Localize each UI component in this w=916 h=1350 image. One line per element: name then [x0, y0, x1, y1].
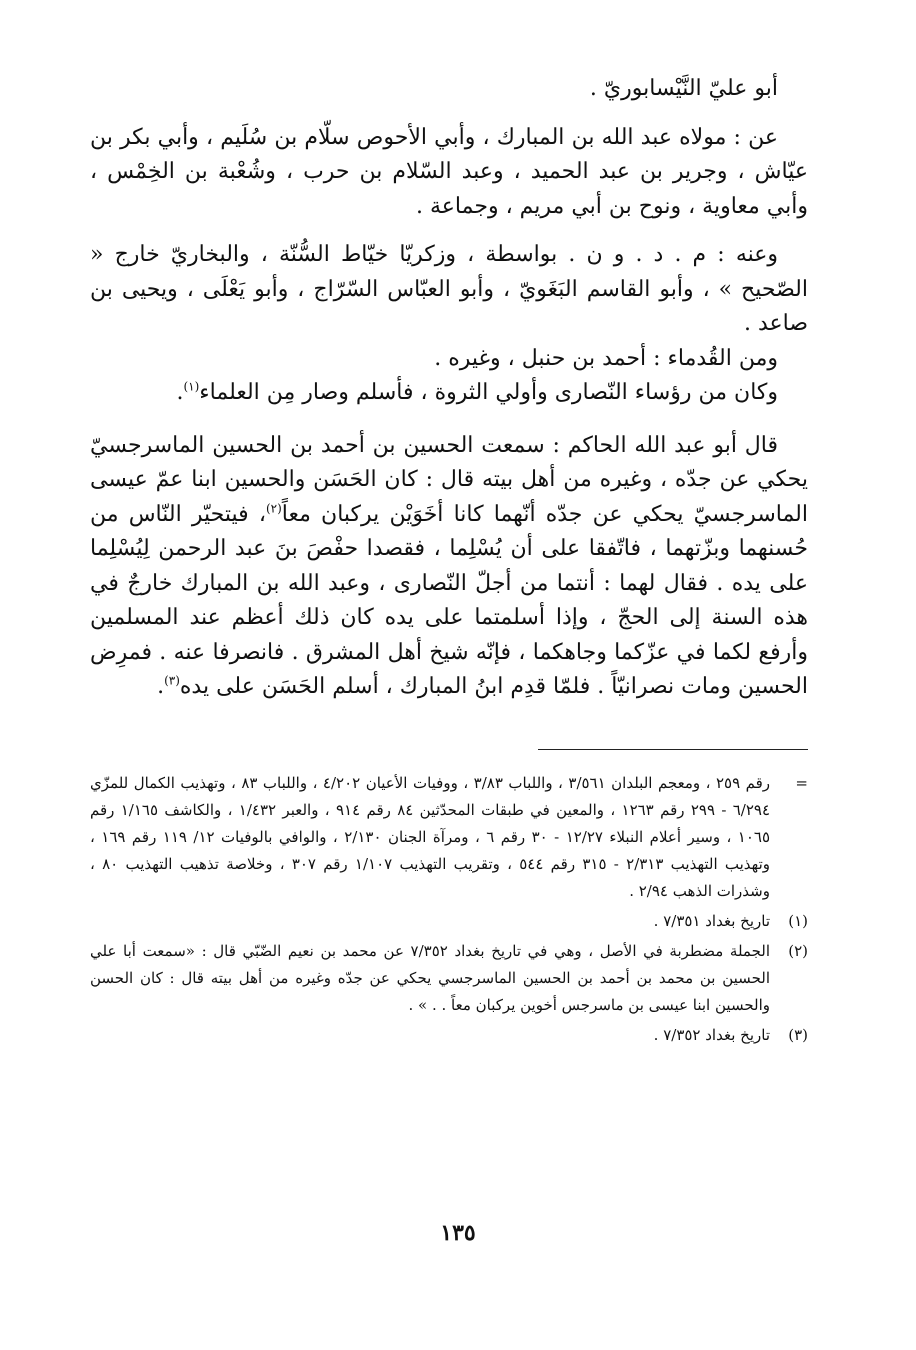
footnote-continued [90, 770, 808, 905]
footnote-1 [90, 908, 808, 935]
footnote-mark: (٢) [788, 941, 808, 960]
story-paragraph [90, 429, 808, 705]
page-number: ١٣٥ [440, 1220, 476, 1246]
footnote-divider [538, 749, 808, 750]
main-text [90, 72, 808, 705]
conversion-text: وكان من رؤساء النّصارى وأولي الثروة ، فأسلم وصار مِن العلماء [199, 380, 778, 405]
elders-line: ومن القُدماء : أحمد بن حنبل ، وغيره . [434, 345, 778, 371]
footnote-text: رقم ٢٥٩ ، ومعجم البلدان ٣/٥٦١ ، واللباب ٣/٨٣ ، ووفيات الأعيان ٤/٢٠٢ ، واللباب ٨٣ ، وتهذيب الكمال للمزّي ٦/٢٩٤ - ٢٩٩ رقم ١٢٦٣ ، والمعين في طبقات المحدّثين ٨٤ رقم ٩١٤ ، والعبر ١/٤٣٢ ، والكاشف ١/١٦٥ رقم ١٠٦٥ ، وسير أعلام النبلاء ١٢/٢٧ - ٣٠ رقم ٦ ، ومرآة الجنان ٢/١٣٠ ، والوافي بالوفيات ١٢/ ١١٩ رقم ١٦٩ ، وتهذيب التهذيب ٢/٣١٣ - ٣١٥ رقم ٥٤٤ ، وتقريب التهذيب ١/١٠٧ رقم ٣٠٧ ، وخلاصة تذهيب التهذيب ٨٠ ، وشذرات الذهب ٢/٩٤ . [90, 773, 771, 900]
conversion-end: . [176, 380, 184, 405]
footnote-2 [90, 938, 808, 1019]
footnote-3 [90, 1022, 808, 1049]
footnote-text: تاريخ بغداد ٧/٣٥١ . [653, 911, 770, 930]
footnotes [90, 770, 808, 1049]
story-end: . [157, 674, 165, 699]
page-content [90, 72, 808, 1052]
footnote-mark: (٣) [788, 1025, 808, 1044]
footnote-mark: = [795, 773, 808, 792]
footnote-ref-2[interactable]: (٢) [265, 501, 282, 516]
footnote-text: تاريخ بغداد ٧/٣٥٢ . [653, 1025, 770, 1044]
story-text-a: قال أبو عبد الله الحاكم : سمعت الحسين بن أحمد بن الحسين الماسرجسيّ يحكي عن جدّه ، وغيره من أهل بيته قال : كان الحَسَن والحسين ابنا عمّ عيسى الماسرجسيّ يحكي عن جدّه أنّهما كانا أخَوَيْن يركبان معاً [90, 432, 808, 527]
conversion-line [90, 376, 808, 411]
footnote-ref-1[interactable]: (١) [183, 379, 200, 394]
students-paragraph: وعنه : م . د . و ن . بواسطة ، وزكريّا خيّاط السُّنّة ، والبخاريّ خارج « الصّحيح » ، وأبو القاسم البَغَويّ ، وأبو العبّاس السّرّاج ، وأبو يَعْلَى ، ويحيى بن صاعد . [90, 242, 808, 336]
teachers-paragraph: عن : مولاه عبد الله بن المبارك ، وأبي الأحوص سلّام بن سُلَيم ، وأبي بكر بن عيّاش ، وجرير بن عبد الحميد ، وعبد السّلام بن حرب ، وشُعْبة بن الخِمْس ، وأبي معاوية ، ونوح بن أبي مريم ، وجماعة . [90, 124, 808, 219]
story-text-b: ، فيتحيّر النّاس من حُسنهما وبزّتهما ، فاتّفقا على أن يُسْلِما ، فقصدا حفْصَ بنَ عبد الرحمن لِيُسْلِما على يده . فقال لهما : أنتما من أجلّ النّصارى ، وعبد الله بن المبارك خارجٌ في هذه السنة إلى الحجّ ، وإذا أسلمتما على يده كان ذلك أعظم عند المسلمين وأرفع لكما في عزّكما وجاهكما ، فإنّه شيخ أهل المشرق . فانصرفا عنه . فمرِض الحسين ومات نصرانيّاً . فلمّا قدِم ابنُ المبارك ، أسلم الحَسَن على يده [90, 501, 808, 699]
name-line: أبو عليّ النَّيْسابوريّ . [589, 76, 778, 101]
footnote-mark: (١) [788, 911, 808, 930]
footnote-ref-3[interactable]: (٣) [164, 673, 180, 688]
footnote-text: الجملة مضطربة في الأصل ، وهي في تاريخ بغداد ٧/٣٥٢ عن محمد بن نعيم الضّبّي قال : «سمعت أبا علي الحسين بن محمد بن أحمد بن الحسين الماسرجسي يحكي عن جدّه وغيره من أهل بيته قال : كان الحسن والحسين ابنا عيسى بن ماسرجس أخوين يركبان معاً . . » . [90, 941, 770, 1014]
